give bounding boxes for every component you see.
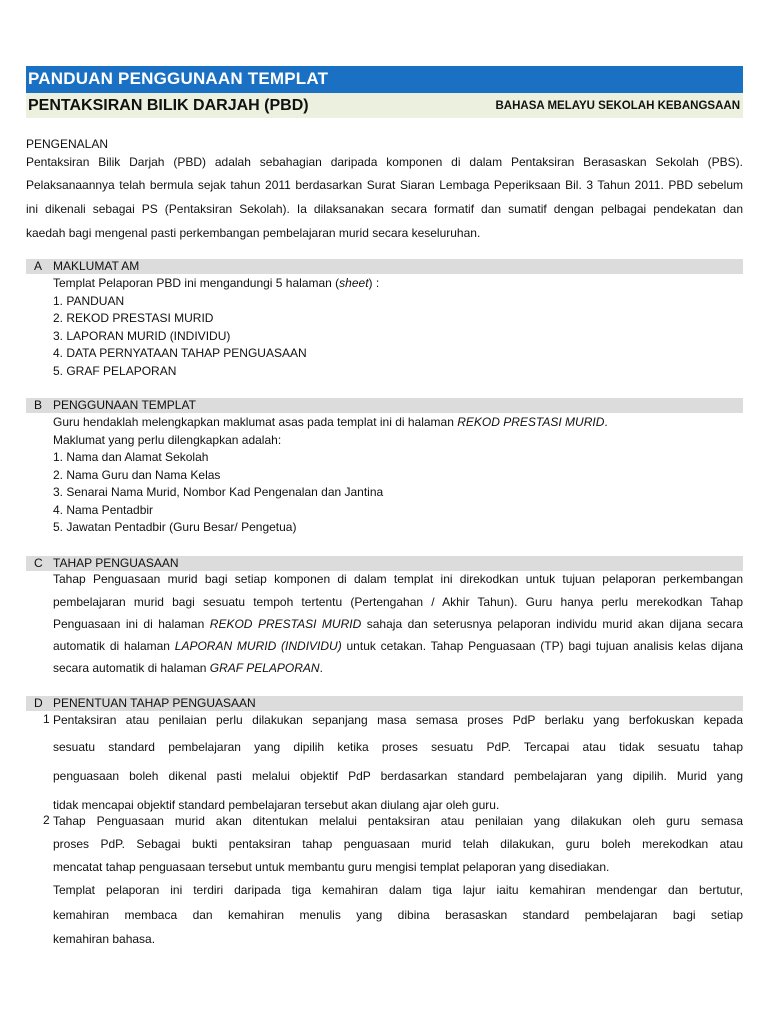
para-line: penguasaan boleh dikenal pasti melalui objektif PdP berdasarkan standard pembelajaran yang dipilih. Murid yang (53, 769, 743, 783)
list-item: 1. Nama dan Alamat Sekolah (53, 450, 209, 464)
para-line: Tahap Penguasaan murid bagi setiap komponen di dalam templat ini direkodkan untuk tujuan pelaporan perkembangan (53, 572, 743, 586)
list-item: 3. Senarai Nama Murid, Nombor Kad Pengenalan dan Jantina (53, 485, 384, 499)
section-title: MAKLUMAT AM (53, 259, 140, 273)
para-line: Penguasaan ini di halaman REKOD PRESTASI MURID sahaja dan seterusnya pelaporan individu murid akan dijana secara (53, 617, 743, 631)
section-d-item-2 (53, 813, 743, 951)
para-line: tidak mencapai objektif standard pembelajaran tersebut akan diulang ajar oleh guru. (53, 798, 500, 812)
list-item: 2. REKOD PRESTASI MURID (53, 311, 214, 325)
section-a-body (53, 275, 379, 380)
section-d-header (26, 696, 743, 711)
list-item: 4. Nama Pentadbir (53, 502, 154, 517)
para-line: kemahiran membaca dan kemahiran menulis yang dibina berasaskan standard pembelajaran bagi setiap (53, 908, 743, 922)
item-number: 1 (43, 712, 50, 726)
section-b-sublead: Maklumat yang perlu dilengkapkan adalah: (53, 432, 282, 447)
para-line: kemahiran bahasa. (53, 932, 156, 946)
section-letter: A (34, 259, 43, 273)
para-line: Pentaksiran atau penilaian perlu dilakukan sepanjang masa semasa proses PdP berlaku yang berfokuskan kepada (53, 713, 743, 727)
intro-section (26, 136, 743, 245)
subtitle: PENTAKSIRAN BILIK DARJAH (PBD) (28, 96, 309, 114)
section-a-lead: Templat Pelaporan PBD ini mengandungi 5 halaman (sheet) : (53, 276, 380, 290)
intro-heading: PENGENALAN (26, 137, 109, 151)
page-title: PANDUAN PENGGUNAAN TEMPLAT (26, 66, 743, 93)
para-line: proses PdP. Sebagai bukti pentaksiran tahap penguasaan murid telah dilakukan, guru boleh merekodkan atau (53, 837, 743, 851)
section-c-body (53, 571, 743, 677)
item-number: 2 (43, 813, 50, 827)
list-item: 2. Nama Guru dan Nama Kelas (53, 467, 221, 482)
list-item: 4. DATA PERNYATAAN TAHAP PENGUASAAN (53, 346, 307, 360)
para-line: automatik di halaman LAPORAN MURID (INDIVIDU) untuk cetakan. Tahap Penguasaan (TP) bagi tujuan analisis kelas dijana (53, 639, 743, 653)
section-title: TAHAP PENGUASAAN (53, 556, 179, 570)
section-title: PENGGUNAAN TEMPLAT (53, 398, 196, 412)
subject-label: BAHASA MELAYU SEKOLAH KEBANGSAAN (495, 99, 740, 112)
list-item: 3. LAPORAN MURID (INDIVIDU) (53, 328, 231, 343)
para-line: pembelajaran murid bagi sesuatu tempoh tertentu (Pertengahan / Akhir Tahun). Guru hanya perlu merekodkan Tahap (53, 595, 743, 609)
intro-line: Pentaksiran Bilik Darjah (PBD) adalah sebahagian daripada komponen di dalam Pentaksiran Berasaskan Sekolah (PBS). (26, 155, 743, 169)
section-a-header (26, 259, 743, 274)
intro-line: ini dikenali sebagai PS (Pentaksiran Sekolah). Ia dilaksanakan secara formatif dan sumatif dengan pelbagai pendekatan dan (26, 202, 743, 216)
section-b-lead: Guru hendaklah melengkapkan maklumat asas pada templat ini di halaman REKOD PRESTASI MURID. (53, 415, 608, 429)
section-d-item-1 (53, 712, 743, 822)
intro-line: kaedah bagi mengenal pasti perkembangan pembelajaran murid secara keseluruhan. (26, 226, 481, 240)
section-letter: D (34, 696, 43, 710)
section-b-header (26, 398, 743, 413)
intro-line: Pelaksanaannya telah bermula sejak tahun 2011 berdasarkan Surat Siaran Lembaga Peperiksaan Bil. 3 Tahun 2011. PBD sebelum (26, 178, 743, 192)
list-item: 1. PANDUAN (53, 293, 125, 308)
para-line: Tahap Penguasaan murid akan ditentukan melalui pentaksiran atau penilaian yang dilakukan oleh guru semasa (53, 814, 743, 828)
para-line: Templat pelaporan ini terdiri daripada tiga kemahiran dalam tiga lajur iaitu kemahiran mendengar dan bertutur, (53, 883, 743, 897)
list-item: 5. GRAF PELAPORAN (53, 363, 177, 378)
section-letter: C (34, 556, 43, 570)
subtitle-band (26, 93, 743, 118)
section-c-header (26, 556, 743, 571)
list-item: 5. Jawatan Pentadbir (Guru Besar/ Pengetua) (53, 520, 297, 534)
para-line: mencatat tahap penguasaan tersebut untuk membantu guru mengisi templat pelaporan yang disediakan. (53, 860, 610, 874)
section-b-body (53, 414, 608, 537)
section-letter: B (34, 398, 43, 412)
para-line: sesuatu standard pembelajaran yang dipilih ketika proses sesuatu PdP. Tercapai atau tidak sesuatu tahap (53, 740, 743, 754)
section-title: PENENTUAN TAHAP PENGUASAAN (53, 696, 256, 710)
para-line: secara automatik di halaman GRAF PELAPORAN. (53, 661, 323, 675)
